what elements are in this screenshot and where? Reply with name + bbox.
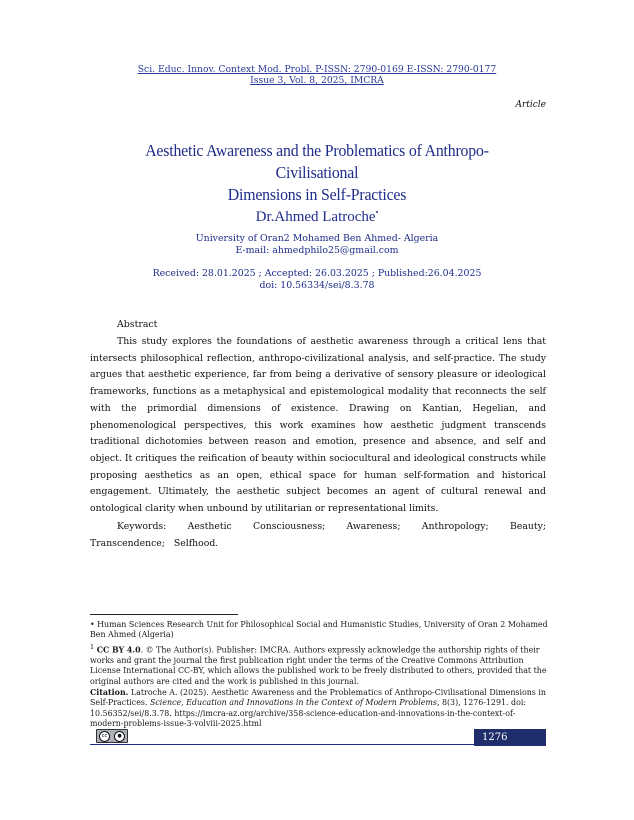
title-line-1: Aesthetic Awareness and the Problematics of Anthropo-Civilisational	[145, 141, 489, 182]
footer-divider	[90, 744, 474, 745]
author-marker: •	[375, 208, 379, 217]
license-footnote	[90, 642, 548, 687]
author-footnote: • Human Sciences Research Unit for Philosophical Social and Humanistic Studies, University of Oran 2 Mohamed Ben Ahmed (Algeria)	[90, 620, 548, 640]
journal-issn-link[interactable]: Sci. Educ. Innov. Context Mod. Probl. P-ISSN: 2790-0169 E-ISSN: 2790-0177	[137, 64, 497, 75]
license-marker: 1	[90, 642, 95, 651]
creative-commons-icon: cc	[99, 731, 110, 742]
citation-journal: Science, Education and Innovations in the Context of Modern Problems	[149, 698, 437, 708]
title-line-2: Dimensions in Self-Practices	[227, 185, 407, 204]
publication-dates	[0, 268, 634, 292]
cc-license-badge[interactable]	[96, 729, 128, 743]
paper-title	[117, 140, 516, 206]
article-type: Article	[515, 100, 546, 110]
journal-header	[0, 64, 634, 86]
license-text: . © The Author(s). Publisher: IMCRA. Authors expressly acknowledge the authorship rights of their works and grant the journal the first publication right under the terms of the Creative Commons Attribution License International CC-BY, which allows the published work to be freely distributed to others, provided that the original authors are cited and the work is published in this journal.	[90, 645, 547, 686]
journal-issue-link[interactable]: Issue 3, Vol. 8, 2025, IMCRA	[250, 75, 384, 86]
footnotes	[90, 620, 548, 731]
license-name: CC BY 4.0	[96, 645, 141, 655]
institution: University of Oran2 Mohamed Ben Ahmed- Algeria	[195, 233, 439, 244]
page-number: 1276	[474, 729, 546, 746]
keywords: Keywords: Aesthetic Consciousness; Awareness; Anthropology; Beauty; Transcendence; Selfhood.	[90, 521, 546, 549]
author-name	[0, 208, 634, 226]
citation-text: Latroche A. (2025). Aesthetic Awareness and the Problematics of Anthropo-Civilisational Dimensions in Self-Practices.	[90, 688, 546, 708]
author-email[interactable]: E-mail: ahmedphilo25@gmail.com	[235, 245, 399, 256]
citation-rest[interactable]: , 8(3), 1276-1291. doi: 10.56352/sei/8.3.78. https://imcra-az.org/archive/358-science-education-and-innovations-in-the-context-of-modern-problems-issue-3-volviii-2025.html	[90, 698, 526, 729]
abstract-text: This study explores the foundations of aesthetic awareness through a critical lens that intersects philosophical reflection, anthropo-civilizational analysis, and self-practice. The study argues that aesthetic experience, far from being a derivative of sensory pleasure or ideological frameworks, functions as a metaphysical and epistemological modality that reconnects the self with the primordial dimensions of existence. Drawing on Kantian, Hegelian, and phenomenological perspectives, this work examines how aesthetic judgment transcends traditional dichotomies between reason and emotion, presence and absence, and self and object. It critiques the reification of beauty within sociocultural and ideological constructs while proposing aesthetics as an open, ethical space for human self-formation and historical engagement. Ultimately, the aesthetic subject becomes an agent of cultural renewal and ontological clarity when unbound by utilitarian or representational limits.	[90, 336, 546, 515]
abstract-label: Abstract	[117, 319, 158, 330]
footnote-divider	[90, 614, 238, 615]
affiliation	[0, 233, 634, 257]
citation-footnote	[90, 688, 548, 730]
author-name-text: Dr.Ahmed Latroche	[255, 209, 376, 225]
citation-label: Citation.	[90, 688, 129, 698]
attribution-icon: ●	[114, 731, 125, 742]
doi[interactable]: doi: 10.56334/sei/8.3.78	[259, 280, 375, 291]
dates-line: Received: 28.01.2025 ; Accepted: 26.03.2025 ; Published:26.04.2025	[152, 268, 482, 279]
